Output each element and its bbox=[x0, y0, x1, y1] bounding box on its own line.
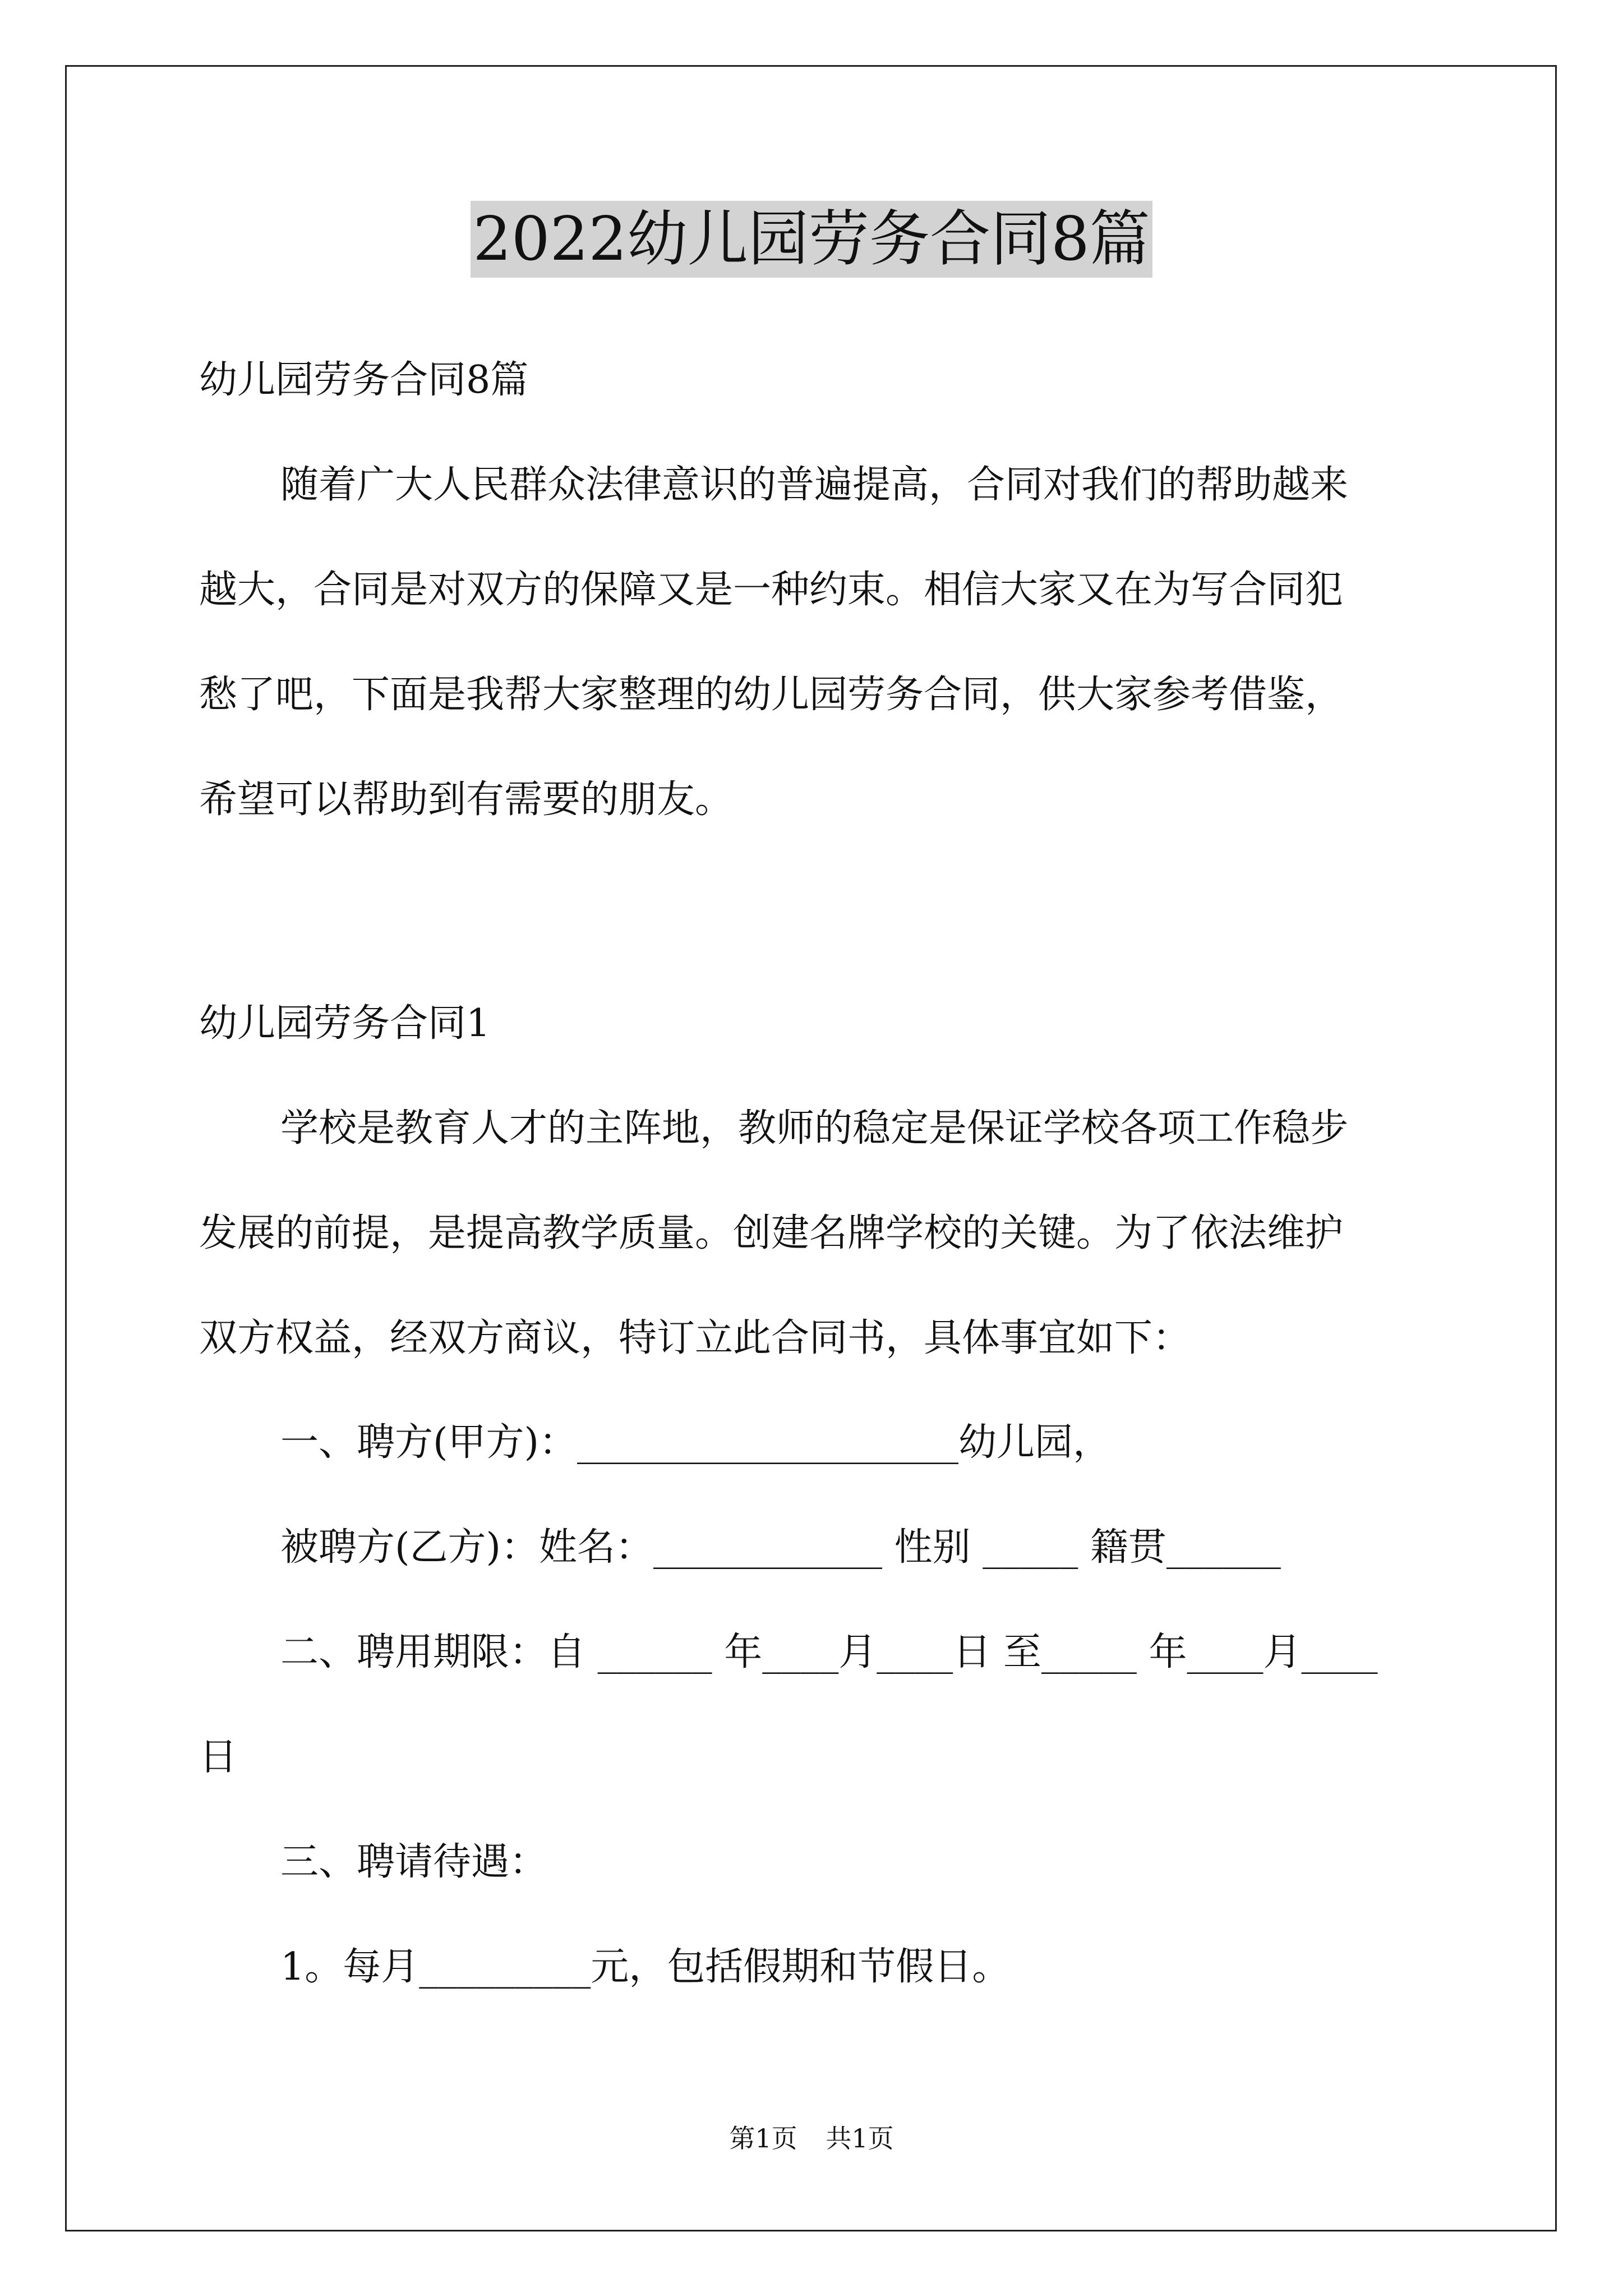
page-footer bbox=[0, 2122, 1623, 2155]
document-title-text: 2022幼儿园劳务合同8篇 bbox=[471, 201, 1152, 278]
section-line: 发展的前提，是提高教学质量。创建名牌学校的关键。为了依法维护 bbox=[199, 1211, 1344, 1255]
intro-line: 越大，合同是对双方的保障又是一种约束。相信大家又在为写合同犯 bbox=[199, 568, 1344, 612]
section-heading: 幼儿园劳务合同1 bbox=[199, 1001, 491, 1046]
clause-treatment: 三、聘请待遇： bbox=[280, 1840, 548, 1884]
page-number-current: 第1页 bbox=[729, 2123, 797, 2154]
page-number-total: 共1页 bbox=[826, 2123, 894, 2154]
clause-term-continued: 日 bbox=[199, 1735, 238, 1779]
document-title bbox=[0, 197, 1623, 282]
intro-line: 随着广大人民群众法律意识的普遍提高，合同对我们的帮助越来 bbox=[280, 463, 1349, 507]
document-subtitle: 幼儿园劳务合同8篇 bbox=[199, 358, 529, 402]
section-line: 学校是教育人才的主阵地，教师的稳定是保证学校各项工作稳步 bbox=[280, 1106, 1349, 1151]
section-line: 双方权益，经双方商议，特订立此合同书，具体事宜如下： bbox=[199, 1316, 1191, 1360]
intro-line: 愁了吧，下面是我帮大家整理的幼儿园劳务合同，供大家参考借鉴， bbox=[199, 673, 1344, 717]
clause-salary: 1。每月_________元，包括假期和节假日。 bbox=[280, 1945, 1011, 1989]
clause-employee: 被聘方(乙方)：姓名：____________ 性别 _____ 籍贯______ bbox=[280, 1525, 1281, 1570]
clause-employer: 一、聘方(甲方)：____________________幼儿园， bbox=[280, 1420, 1112, 1465]
clause-term: 二、聘用期限：自 ______ 年____月____日 至_____ 年____月____ bbox=[280, 1630, 1378, 1674]
intro-line: 希望可以帮助到有需要的朋友。 bbox=[199, 777, 734, 822]
